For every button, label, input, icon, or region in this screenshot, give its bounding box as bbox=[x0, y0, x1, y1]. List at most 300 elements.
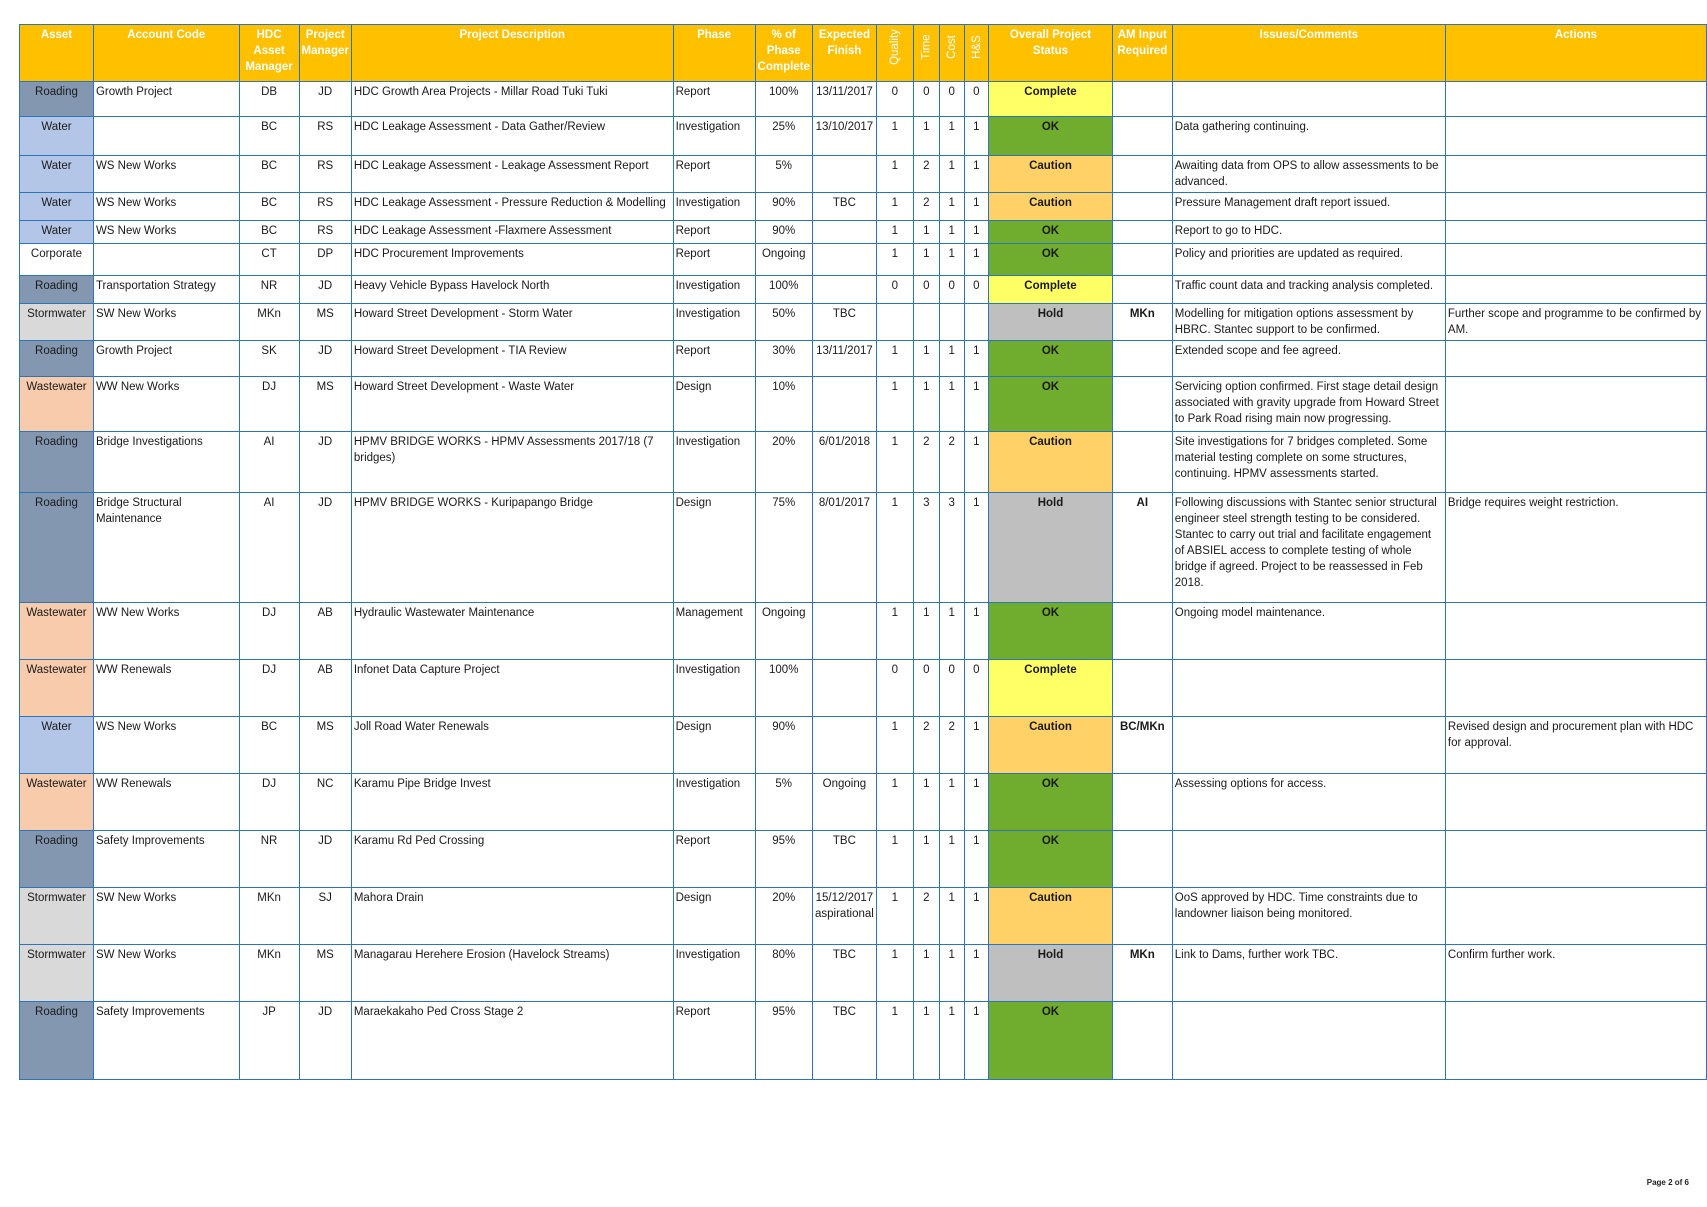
actions-cell bbox=[1445, 831, 1706, 888]
project-manager-cell: NC bbox=[299, 774, 351, 831]
phase-cell: Investigation bbox=[673, 945, 755, 1002]
header-hdc-asset-manager: HDC Asset Manager bbox=[239, 25, 299, 82]
expected-finish-cell: 15/12/2017 aspirational bbox=[812, 888, 876, 945]
actions-cell bbox=[1445, 117, 1706, 156]
actions-cell: Revised design and procurement plan with HDC for approval. bbox=[1445, 717, 1706, 774]
pct-complete-cell: 30% bbox=[755, 341, 812, 377]
phase-cell: Report bbox=[673, 221, 755, 244]
pct-complete-cell: 95% bbox=[755, 831, 812, 888]
status-cell: OK bbox=[989, 341, 1113, 377]
hdc-manager-cell: SK bbox=[239, 341, 299, 377]
project-manager-cell: RS bbox=[299, 193, 351, 221]
expected-finish-cell: TBC bbox=[812, 193, 876, 221]
table-row bbox=[20, 193, 1707, 221]
quality-rating: 1 bbox=[876, 432, 913, 493]
phase-cell: Investigation bbox=[673, 774, 755, 831]
project-manager-cell: JD bbox=[299, 276, 351, 304]
cost-rating: 1 bbox=[939, 244, 964, 276]
account-code-cell bbox=[93, 244, 239, 276]
cost-rating: 1 bbox=[939, 117, 964, 156]
status-cell: OK bbox=[989, 221, 1113, 244]
quality-rating: 0 bbox=[876, 660, 913, 717]
account-code-cell: WW New Works bbox=[93, 377, 239, 432]
hdc-manager-cell: MKn bbox=[239, 945, 299, 1002]
header-overall-status: Overall Project Status bbox=[989, 25, 1113, 82]
pct-complete-cell: 100% bbox=[755, 82, 812, 117]
issues-cell bbox=[1172, 1002, 1445, 1080]
expected-finish-cell: Ongoing bbox=[812, 774, 876, 831]
am-input-cell: MKn bbox=[1112, 304, 1172, 341]
quality-rating: 1 bbox=[876, 193, 913, 221]
phase-cell: Report bbox=[673, 341, 755, 377]
account-code-cell: Safety Improvements bbox=[93, 831, 239, 888]
expected-finish-cell: 13/11/2017 bbox=[812, 82, 876, 117]
am-input-cell: AI bbox=[1112, 493, 1172, 603]
asset-cell: Stormwater bbox=[20, 304, 94, 341]
project-description-cell: HDC Leakage Assessment - Leakage Assessment Report bbox=[351, 156, 673, 193]
status-cell: OK bbox=[989, 377, 1113, 432]
project-manager-cell: RS bbox=[299, 221, 351, 244]
hdc-manager-cell: AI bbox=[239, 493, 299, 603]
header-hs bbox=[964, 25, 989, 82]
project-manager-cell: RS bbox=[299, 117, 351, 156]
status-cell: OK bbox=[989, 774, 1113, 831]
issues-cell bbox=[1172, 717, 1445, 774]
actions-cell bbox=[1445, 276, 1706, 304]
project-manager-cell: JD bbox=[299, 831, 351, 888]
expected-finish-cell bbox=[812, 156, 876, 193]
header-cost-label: Cost bbox=[945, 35, 958, 59]
quality-rating: 1 bbox=[876, 117, 913, 156]
hs-rating: 1 bbox=[964, 117, 989, 156]
hs-rating: 0 bbox=[964, 82, 989, 117]
account-code-cell: WS New Works bbox=[93, 156, 239, 193]
account-code-cell: WS New Works bbox=[93, 717, 239, 774]
account-code-cell: SW New Works bbox=[93, 888, 239, 945]
pct-complete-cell: 80% bbox=[755, 945, 812, 1002]
table-row bbox=[20, 660, 1707, 717]
phase-cell: Investigation bbox=[673, 304, 755, 341]
cost-rating: 0 bbox=[939, 82, 964, 117]
hs-rating: 1 bbox=[964, 244, 989, 276]
issues-cell: Pressure Management draft report issued. bbox=[1172, 193, 1445, 221]
quality-rating: 1 bbox=[876, 774, 913, 831]
phase-cell: Report bbox=[673, 831, 755, 888]
phase-cell: Management bbox=[673, 603, 755, 660]
account-code-cell: Bridge Investigations bbox=[93, 432, 239, 493]
hs-rating: 0 bbox=[964, 276, 989, 304]
account-code-cell: SW New Works bbox=[93, 304, 239, 341]
expected-finish-cell bbox=[812, 244, 876, 276]
issues-cell: Site investigations for 7 bridges completed. Some material testing complete on some structures, continuing. HPMV assessments started. bbox=[1172, 432, 1445, 493]
expected-finish-cell bbox=[812, 660, 876, 717]
table-row bbox=[20, 945, 1707, 1002]
quality-rating: 1 bbox=[876, 377, 913, 432]
table-row bbox=[20, 156, 1707, 193]
quality-rating: 1 bbox=[876, 717, 913, 774]
pct-complete-cell: 100% bbox=[755, 276, 812, 304]
issues-cell: Report to go to HDC. bbox=[1172, 221, 1445, 244]
table-row bbox=[20, 117, 1707, 156]
issues-cell: Data gathering continuing. bbox=[1172, 117, 1445, 156]
hdc-manager-cell: AI bbox=[239, 432, 299, 493]
hdc-manager-cell: DJ bbox=[239, 774, 299, 831]
cost-rating: 1 bbox=[939, 774, 964, 831]
expected-finish-cell: 13/10/2017 bbox=[812, 117, 876, 156]
table-row bbox=[20, 774, 1707, 831]
time-rating: 2 bbox=[913, 193, 939, 221]
issues-cell: Ongoing model maintenance. bbox=[1172, 603, 1445, 660]
time-rating: 2 bbox=[913, 888, 939, 945]
actions-cell bbox=[1445, 341, 1706, 377]
cost-rating: 2 bbox=[939, 432, 964, 493]
actions-cell bbox=[1445, 888, 1706, 945]
status-cell: OK bbox=[989, 244, 1113, 276]
phase-cell: Design bbox=[673, 717, 755, 774]
project-description-cell: Karamu Pipe Bridge Invest bbox=[351, 774, 673, 831]
hdc-manager-cell: BC bbox=[239, 221, 299, 244]
table-row bbox=[20, 1002, 1707, 1080]
time-rating: 3 bbox=[913, 493, 939, 603]
am-input-cell bbox=[1112, 193, 1172, 221]
asset-cell: Wastewater bbox=[20, 660, 94, 717]
am-input-cell bbox=[1112, 377, 1172, 432]
hdc-manager-cell: MKn bbox=[239, 888, 299, 945]
status-cell: Caution bbox=[989, 888, 1113, 945]
actions-cell: Further scope and programme to be confirmed by AM. bbox=[1445, 304, 1706, 341]
header-actions: Actions bbox=[1445, 25, 1706, 82]
cost-rating: 1 bbox=[939, 377, 964, 432]
quality-rating: 1 bbox=[876, 221, 913, 244]
status-cell: Caution bbox=[989, 156, 1113, 193]
project-status-table bbox=[19, 24, 1707, 1080]
project-manager-cell: MS bbox=[299, 377, 351, 432]
cost-rating: 1 bbox=[939, 156, 964, 193]
project-description-cell: HPMV BRIDGE WORKS - Kuripapango Bridge bbox=[351, 493, 673, 603]
cost-rating: 1 bbox=[939, 888, 964, 945]
pct-complete-cell: 20% bbox=[755, 432, 812, 493]
time-rating: 1 bbox=[913, 221, 939, 244]
status-cell: Caution bbox=[989, 193, 1113, 221]
header-project-manager: Project Manager bbox=[299, 25, 351, 82]
hs-rating: 1 bbox=[964, 945, 989, 1002]
am-input-cell bbox=[1112, 432, 1172, 493]
am-input-cell bbox=[1112, 117, 1172, 156]
header-am-input: AM Input Required bbox=[1112, 25, 1172, 82]
account-code-cell: Growth Project bbox=[93, 82, 239, 117]
status-cell: Hold bbox=[989, 304, 1113, 341]
header-issues: Issues/Comments bbox=[1172, 25, 1445, 82]
actions-cell bbox=[1445, 156, 1706, 193]
asset-cell: Water bbox=[20, 117, 94, 156]
hdc-manager-cell: MKn bbox=[239, 304, 299, 341]
hdc-manager-cell: NR bbox=[239, 831, 299, 888]
asset-cell: Water bbox=[20, 717, 94, 774]
issues-cell bbox=[1172, 831, 1445, 888]
status-cell: OK bbox=[989, 117, 1113, 156]
table-row bbox=[20, 831, 1707, 888]
pct-complete-cell: 5% bbox=[755, 774, 812, 831]
quality-rating bbox=[876, 304, 913, 341]
hdc-manager-cell: DJ bbox=[239, 660, 299, 717]
phase-cell: Report bbox=[673, 156, 755, 193]
time-rating: 2 bbox=[913, 432, 939, 493]
phase-cell: Report bbox=[673, 1002, 755, 1080]
phase-cell: Design bbox=[673, 377, 755, 432]
cost-rating: 1 bbox=[939, 831, 964, 888]
actions-cell bbox=[1445, 432, 1706, 493]
am-input-cell bbox=[1112, 244, 1172, 276]
hdc-manager-cell: DJ bbox=[239, 603, 299, 660]
header-quality-label: Quality bbox=[888, 29, 901, 65]
hs-rating: 1 bbox=[964, 1002, 989, 1080]
cost-rating: 0 bbox=[939, 276, 964, 304]
status-cell: Hold bbox=[989, 945, 1113, 1002]
table-row bbox=[20, 377, 1707, 432]
project-description-cell: Mahora Drain bbox=[351, 888, 673, 945]
project-manager-cell: JD bbox=[299, 493, 351, 603]
asset-cell: Stormwater bbox=[20, 945, 94, 1002]
actions-cell bbox=[1445, 244, 1706, 276]
hdc-manager-cell: BC bbox=[239, 156, 299, 193]
header-cost bbox=[939, 25, 964, 82]
pct-complete-cell: 5% bbox=[755, 156, 812, 193]
am-input-cell bbox=[1112, 774, 1172, 831]
phase-cell: Investigation bbox=[673, 660, 755, 717]
table-row bbox=[20, 341, 1707, 377]
hs-rating: 1 bbox=[964, 341, 989, 377]
issues-cell: Assessing options for access. bbox=[1172, 774, 1445, 831]
project-description-cell: HDC Leakage Assessment -Flaxmere Assessment bbox=[351, 221, 673, 244]
pct-complete-cell: 90% bbox=[755, 193, 812, 221]
quality-rating: 1 bbox=[876, 341, 913, 377]
hs-rating: 1 bbox=[964, 831, 989, 888]
issues-cell: Servicing option confirmed. First stage detail design associated with gravity upgrade from Howard Street to Park Road rising main now progressing. bbox=[1172, 377, 1445, 432]
project-description-cell: HDC Growth Area Projects - Millar Road Tuki Tuki bbox=[351, 82, 673, 117]
project-manager-cell: SJ bbox=[299, 888, 351, 945]
time-rating: 1 bbox=[913, 831, 939, 888]
project-manager-cell: JD bbox=[299, 341, 351, 377]
actions-cell: Confirm further work. bbox=[1445, 945, 1706, 1002]
project-description-cell: HDC Procurement Improvements bbox=[351, 244, 673, 276]
actions-cell bbox=[1445, 660, 1706, 717]
pct-complete-cell: 25% bbox=[755, 117, 812, 156]
project-manager-cell: AB bbox=[299, 660, 351, 717]
project-description-cell: Karamu Rd Ped Crossing bbox=[351, 831, 673, 888]
cost-rating: 2 bbox=[939, 717, 964, 774]
phase-cell: Design bbox=[673, 493, 755, 603]
hdc-manager-cell: BC bbox=[239, 193, 299, 221]
issues-cell: Following discussions with Stantec senior structural engineer steel strength testing to be considered. Stantec to carry out trial and facilitate engagement of ABSIEL access to complete testing of whole bridge if agreed. Project to be reassessed in Feb 2018. bbox=[1172, 493, 1445, 603]
am-input-cell bbox=[1112, 341, 1172, 377]
status-cell: OK bbox=[989, 603, 1113, 660]
expected-finish-cell: 13/11/2017 bbox=[812, 341, 876, 377]
issues-cell bbox=[1172, 82, 1445, 117]
asset-cell: Roading bbox=[20, 82, 94, 117]
status-cell: Caution bbox=[989, 432, 1113, 493]
expected-finish-cell: 8/01/2017 bbox=[812, 493, 876, 603]
actions-cell bbox=[1445, 377, 1706, 432]
status-cell: Hold bbox=[989, 493, 1113, 603]
asset-cell: Stormwater bbox=[20, 888, 94, 945]
pct-complete-cell: 75% bbox=[755, 493, 812, 603]
table-body bbox=[20, 82, 1707, 1080]
time-rating: 1 bbox=[913, 244, 939, 276]
asset-cell: Water bbox=[20, 156, 94, 193]
actions-cell bbox=[1445, 603, 1706, 660]
expected-finish-cell: 6/01/2018 bbox=[812, 432, 876, 493]
page-number: Page 2 of 6 bbox=[1646, 1178, 1689, 1187]
am-input-cell bbox=[1112, 276, 1172, 304]
project-description-cell: Managarau Herehere Erosion (Havelock Streams) bbox=[351, 945, 673, 1002]
table-row bbox=[20, 304, 1707, 341]
table-row bbox=[20, 244, 1707, 276]
account-code-cell: WW New Works bbox=[93, 603, 239, 660]
hs-rating: 1 bbox=[964, 221, 989, 244]
expected-finish-cell bbox=[812, 276, 876, 304]
actions-cell bbox=[1445, 193, 1706, 221]
am-input-cell bbox=[1112, 82, 1172, 117]
cost-rating: 1 bbox=[939, 221, 964, 244]
project-description-cell: Infonet Data Capture Project bbox=[351, 660, 673, 717]
project-manager-cell: MS bbox=[299, 304, 351, 341]
phase-cell: Investigation bbox=[673, 432, 755, 493]
hs-rating: 1 bbox=[964, 888, 989, 945]
project-manager-cell: MS bbox=[299, 945, 351, 1002]
header-phase: Phase bbox=[673, 25, 755, 82]
pct-complete-cell: 10% bbox=[755, 377, 812, 432]
table-row bbox=[20, 432, 1707, 493]
account-code-cell: SW New Works bbox=[93, 945, 239, 1002]
hdc-manager-cell: DB bbox=[239, 82, 299, 117]
issues-cell: Extended scope and fee agreed. bbox=[1172, 341, 1445, 377]
quality-rating: 1 bbox=[876, 831, 913, 888]
hdc-manager-cell: JP bbox=[239, 1002, 299, 1080]
asset-cell: Water bbox=[20, 221, 94, 244]
hdc-manager-cell: BC bbox=[239, 717, 299, 774]
cost-rating bbox=[939, 304, 964, 341]
account-code-cell: WS New Works bbox=[93, 221, 239, 244]
hdc-manager-cell: NR bbox=[239, 276, 299, 304]
account-code-cell bbox=[93, 117, 239, 156]
hs-rating: 1 bbox=[964, 717, 989, 774]
actions-cell bbox=[1445, 774, 1706, 831]
phase-cell: Investigation bbox=[673, 276, 755, 304]
account-code-cell: WW Renewals bbox=[93, 774, 239, 831]
asset-cell: Roading bbox=[20, 1002, 94, 1080]
account-code-cell: WW Renewals bbox=[93, 660, 239, 717]
asset-cell: Water bbox=[20, 193, 94, 221]
hdc-manager-cell: DJ bbox=[239, 377, 299, 432]
table-row bbox=[20, 276, 1707, 304]
header-expected-finish: Expected Finish bbox=[812, 25, 876, 82]
status-cell: OK bbox=[989, 1002, 1113, 1080]
hs-rating: 0 bbox=[964, 660, 989, 717]
time-rating: 2 bbox=[913, 156, 939, 193]
quality-rating: 1 bbox=[876, 888, 913, 945]
hs-rating: 1 bbox=[964, 432, 989, 493]
account-code-cell: WS New Works bbox=[93, 193, 239, 221]
hs-rating: 1 bbox=[964, 156, 989, 193]
quality-rating: 0 bbox=[876, 82, 913, 117]
expected-finish-cell bbox=[812, 717, 876, 774]
account-code-cell: Transportation Strategy bbox=[93, 276, 239, 304]
time-rating: 2 bbox=[913, 717, 939, 774]
am-input-cell bbox=[1112, 1002, 1172, 1080]
project-description-cell: Joll Road Water Renewals bbox=[351, 717, 673, 774]
expected-finish-cell: TBC bbox=[812, 1002, 876, 1080]
cost-rating: 1 bbox=[939, 1002, 964, 1080]
table-row bbox=[20, 82, 1707, 117]
quality-rating: 1 bbox=[876, 493, 913, 603]
table-row bbox=[20, 603, 1707, 660]
project-manager-cell: DP bbox=[299, 244, 351, 276]
hs-rating: 1 bbox=[964, 603, 989, 660]
time-rating: 1 bbox=[913, 774, 939, 831]
issues-cell: OoS approved by HDC. Time constraints due to landowner liaison being monitored. bbox=[1172, 888, 1445, 945]
header-pct-complete: % of Phase Complete bbox=[755, 25, 812, 82]
project-manager-cell: JD bbox=[299, 432, 351, 493]
am-input-cell bbox=[1112, 156, 1172, 193]
time-rating: 1 bbox=[913, 341, 939, 377]
project-description-cell: Howard Street Development - Waste Water bbox=[351, 377, 673, 432]
cost-rating: 1 bbox=[939, 945, 964, 1002]
phase-cell: Design bbox=[673, 888, 755, 945]
account-code-cell: Bridge Structural Maintenance bbox=[93, 493, 239, 603]
header-account-code: Account Code bbox=[93, 25, 239, 82]
status-cell: OK bbox=[989, 831, 1113, 888]
hs-rating bbox=[964, 304, 989, 341]
time-rating: 1 bbox=[913, 1002, 939, 1080]
quality-rating: 1 bbox=[876, 244, 913, 276]
actions-cell bbox=[1445, 221, 1706, 244]
am-input-cell bbox=[1112, 221, 1172, 244]
hdc-manager-cell: BC bbox=[239, 117, 299, 156]
asset-cell: Roading bbox=[20, 432, 94, 493]
time-rating: 0 bbox=[913, 276, 939, 304]
asset-cell: Roading bbox=[20, 341, 94, 377]
asset-cell: Wastewater bbox=[20, 377, 94, 432]
phase-cell: Investigation bbox=[673, 193, 755, 221]
asset-cell: Roading bbox=[20, 493, 94, 603]
am-input-cell: BC/MKn bbox=[1112, 717, 1172, 774]
issues-cell: Link to Dams, further work TBC. bbox=[1172, 945, 1445, 1002]
account-code-cell: Growth Project bbox=[93, 341, 239, 377]
hs-rating: 1 bbox=[964, 493, 989, 603]
project-description-cell: Hydraulic Wastewater Maintenance bbox=[351, 603, 673, 660]
issues-cell bbox=[1172, 660, 1445, 717]
cost-rating: 1 bbox=[939, 193, 964, 221]
pct-complete-cell: 20% bbox=[755, 888, 812, 945]
issues-cell: Awaiting data from OPS to allow assessments to be advanced. bbox=[1172, 156, 1445, 193]
project-manager-cell: MS bbox=[299, 717, 351, 774]
project-description-cell: Howard Street Development - Storm Water bbox=[351, 304, 673, 341]
header-time-label: Time bbox=[920, 34, 933, 60]
issues-cell: Traffic count data and tracking analysis completed. bbox=[1172, 276, 1445, 304]
header-quality bbox=[876, 25, 913, 82]
time-rating: 1 bbox=[913, 377, 939, 432]
quality-rating: 1 bbox=[876, 945, 913, 1002]
expected-finish-cell: TBC bbox=[812, 945, 876, 1002]
actions-cell bbox=[1445, 1002, 1706, 1080]
asset-cell: Roading bbox=[20, 831, 94, 888]
project-manager-cell: AB bbox=[299, 603, 351, 660]
quality-rating: 1 bbox=[876, 603, 913, 660]
time-rating: 1 bbox=[913, 117, 939, 156]
status-cell: Complete bbox=[989, 660, 1113, 717]
time-rating: 1 bbox=[913, 945, 939, 1002]
quality-rating: 1 bbox=[876, 156, 913, 193]
